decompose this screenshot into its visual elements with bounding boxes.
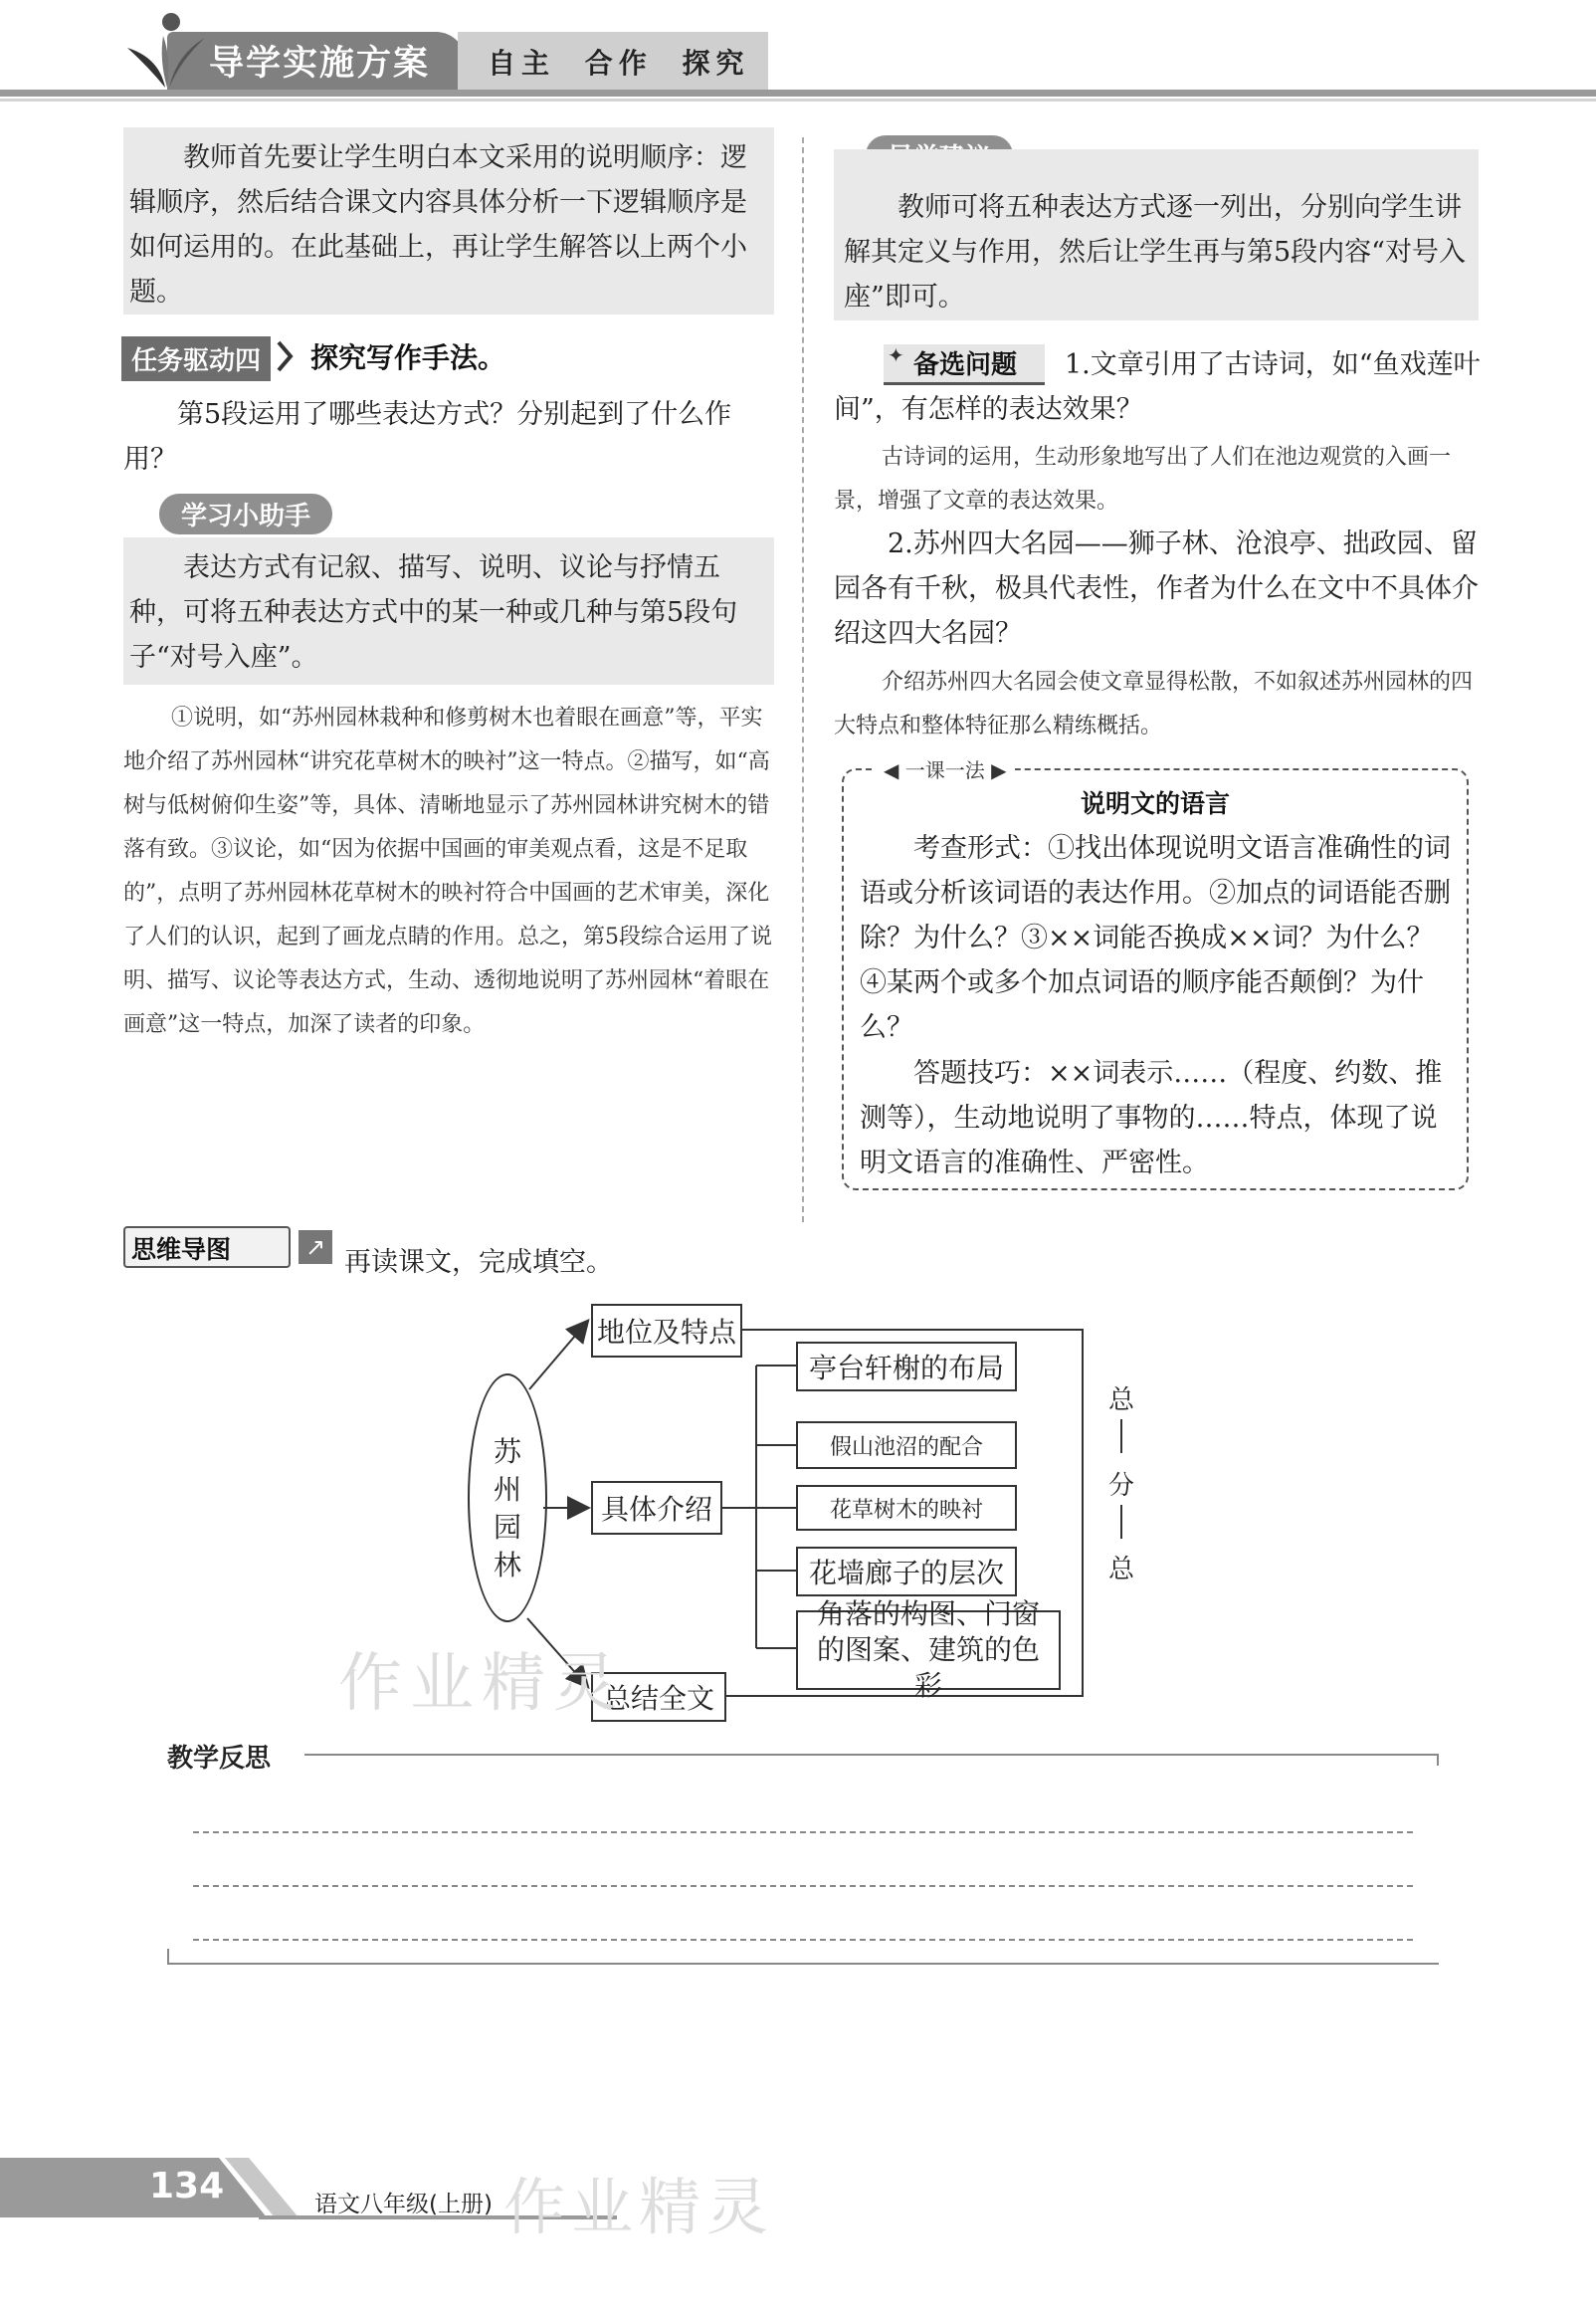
mindmap-instruction: 再读课文，完成填空。 xyxy=(344,1247,613,1278)
star-icon: ✦ xyxy=(888,343,904,367)
sub-node-layout: 亭台轩榭的布局 xyxy=(796,1342,1017,1391)
question-text: 第5段运用了哪些表达方式？分别起到了什么作用？ xyxy=(123,399,732,475)
alt-label: 备选问题 xyxy=(913,350,1018,380)
reflection-line-1[interactable] xyxy=(193,1831,1413,1833)
guide-text: 教师可将五种表达方式逐一列出，分别向学生讲解其定义与作用，然后让学生再与第5段内容“对号入座”即可。 xyxy=(844,192,1466,313)
method-tag: ◀ 一课一法 ▶ xyxy=(876,754,1015,783)
watermark-footer: 作业精灵 xyxy=(503,2171,775,2243)
node-summary: 总结全文 xyxy=(591,1672,726,1722)
reflection-label: 教学反思 xyxy=(167,1744,272,1774)
page-number: 134 xyxy=(149,2166,225,2207)
alt-a1: 古诗词的运用，生动形象地写出了人们在池边观赏的入画一景，增强了文章的表达效果。 xyxy=(834,445,1452,514)
reflection-line-2[interactable] xyxy=(193,1885,1413,1887)
method-p2: 答题技巧：××词表示……（程度、约数、推测等），生动地说明了事物的……特点，体现了说明文语言的准确性、严密性。 xyxy=(860,1058,1443,1178)
structure-bottom: 总 xyxy=(1108,1555,1135,1584)
helper-label: 学习小助手 xyxy=(159,494,332,534)
task-title: 探究写作手法。 xyxy=(310,341,506,374)
header-title: 导学实施方案 xyxy=(209,44,431,84)
root-node: 苏州园林 xyxy=(493,1435,521,1581)
book-title: 语文八年级(上册) xyxy=(314,2192,493,2217)
sub-node-corners: 角落的构图、门窗的图案、建筑的色彩 xyxy=(796,1610,1061,1690)
answer-text: ①说明，如“苏州园林栽种和修剪树木也着眼在画意”等，平实地介绍了苏州园林“讲究花草树木的映衬”这一特点。②描写，如“高树与低树俯仰生姿”等，具体、清晰地显示了苏州园林讲究树木的错落有致。③议论，如“因为依据中国画的审美观点看，这是不足取的”，点明了苏州园林花草树木的映衬符合中国画的艺术审美，深化了人们的认识，起到了画龙点睛的作用。总之，第5段综合运用了说明、描写、议论等表达方式，生动、透彻地说明了苏州园林“着眼在画意”这一特点，加深了读者的印象。 xyxy=(123,706,772,1037)
reflection-line-3[interactable] xyxy=(193,1939,1413,1941)
task-label: 任务驱动四 xyxy=(121,336,271,381)
helper-text: 表达方式有记叙、描写、说明、议论与抒情五种，可将五种表达方式中的某一种或几种与第5段句子“对号入座”。 xyxy=(129,552,738,673)
node-position: 地位及特点 xyxy=(591,1304,742,1358)
method-tag-text: 一课一法 xyxy=(904,758,985,782)
sub-node-rockery: 假山池沼的配合 xyxy=(796,1421,1017,1469)
intro-text: 教师首先要让学生明白本文采用的说明顺序：逻辑顺序，然后结合课文内容具体分析一下逻辑顺序是如何运用的。在此基础上，再让学生解答以上两个小题。 xyxy=(129,142,747,308)
structure-dash-1 xyxy=(1120,1419,1122,1453)
structure-dash-2 xyxy=(1120,1505,1122,1539)
alt-q1: 1.文章引用了古诗词，如“鱼戏莲叶间”，有怎样的表达效果？ xyxy=(834,349,1481,425)
sub-node-plants: 花草树木的映衬 xyxy=(796,1485,1017,1531)
watermark-mindmap: 作业精灵 xyxy=(338,1647,625,1721)
reflection-bottom-rule xyxy=(167,1963,1439,1965)
reflection-left-tick xyxy=(167,1949,169,1963)
reflection-top-rule xyxy=(304,1754,1439,1756)
method-title: 说明文的语言 xyxy=(1080,789,1230,818)
structure-middle: 分 xyxy=(1108,1471,1135,1501)
method-p1: 考查形式：①找出体现说明文语言准确性的词语或分析该词语的表达作用。②加点的词语能否删除？为什么？③××词能否换成××词？为什么？④某两个或多个加点词语的顺序能否颠倒？为什么？ xyxy=(860,833,1451,1043)
header-subtitle: 自主 合作 探究 xyxy=(488,47,750,80)
mindmap-label: 思维导图 xyxy=(131,1235,232,1264)
node-detail: 具体介绍 xyxy=(591,1481,722,1535)
arrow-icon: ↗ xyxy=(299,1230,332,1264)
alt-q2: 2.苏州四大名园——狮子林、沧浪亭、拙政园、留园各有千秋，极具代表性，作者为什么在文中不具体介绍这四大名园？ xyxy=(834,528,1479,649)
structure-top: 总 xyxy=(1108,1385,1135,1415)
reflection-right-tick xyxy=(1437,1754,1439,1766)
alt-a2: 介绍苏州四大名园会使文章显得松散，不如叙述苏州园林的四大特点和整体特征那么精练概括。 xyxy=(834,670,1474,738)
sub-node-walls: 花墙廊子的层次 xyxy=(796,1547,1017,1596)
